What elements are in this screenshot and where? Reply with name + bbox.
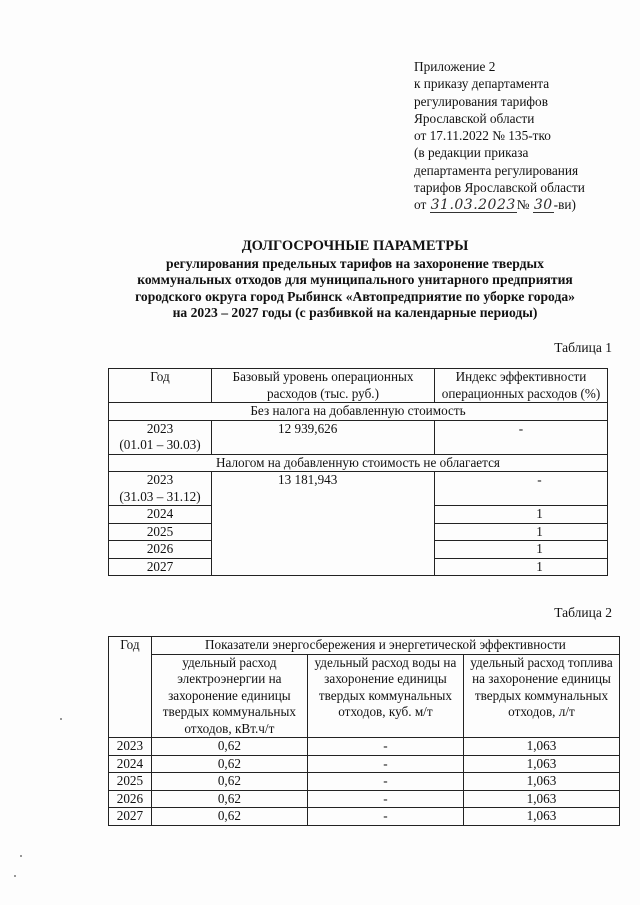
scan-speck <box>14 875 16 877</box>
water-cell: - <box>307 755 463 773</box>
handwritten-date: 31.03.2023 <box>430 197 516 214</box>
water-cell: - <box>307 738 463 756</box>
year-cell: 2024 <box>109 755 152 773</box>
table-row <box>109 755 620 773</box>
scan-speck <box>20 855 22 857</box>
year-cell: 2027 <box>109 558 212 576</box>
annex-line: Приложение 2 <box>414 59 496 74</box>
water-cell: - <box>307 773 463 791</box>
base-cell: 12 939,626 <box>212 420 435 454</box>
scan-speck <box>60 718 62 720</box>
fuel-cell: 1,063 <box>463 773 619 791</box>
year-value: 2023 <box>146 472 174 487</box>
annex-prefix: от <box>414 197 427 213</box>
base-cell: 13 181,943 <box>212 472 435 576</box>
table-row <box>109 472 608 506</box>
title-line: на 2023 – 2027 годы (с разбивкой на календарные периоды) <box>172 305 538 320</box>
period-value: (31.03 – 31.12) <box>119 488 201 504</box>
table2-subheader-row <box>109 654 620 738</box>
annex-line: от 17.11.2022 № 135-тко <box>414 128 551 144</box>
header-electricity: удельный расход электроэнергии на захоронение единицы твердых коммунальных отходов, кВт.ч/т <box>151 654 307 738</box>
header-indicators-group: Показатели энергосбережения и энергетической эффективности <box>151 637 619 655</box>
year-cell: 2025 <box>109 523 212 541</box>
header-water: удельный расход воды на захоронение единицы твердых коммунальных отходов, куб. м/т <box>307 654 463 738</box>
electricity-cell: 0,62 <box>151 773 307 791</box>
table-row <box>109 790 620 808</box>
table-row <box>109 738 620 756</box>
electricity-cell: 0,62 <box>151 738 307 756</box>
title-main: ДОЛГОСРОЧНЫЕ ПАРАМЕТРЫ <box>241 238 469 254</box>
table2-label: Таблица 2 <box>554 605 612 620</box>
year-cell: 2024 <box>109 506 212 524</box>
annex-block <box>414 58 624 214</box>
header-base-opex: Базовый уровень операционных расходов (тыс. руб.) <box>212 369 435 403</box>
section-vat-exempt: Налогом на добавленную стоимость не облагается <box>109 454 608 472</box>
fuel-cell: 1,063 <box>463 738 619 756</box>
section-row <box>109 403 608 421</box>
year-cell <box>109 472 212 506</box>
year-value: 2023 <box>146 420 174 436</box>
fuel-cell: 1,063 <box>463 808 619 826</box>
electricity-cell: 0,62 <box>151 755 307 773</box>
document-title <box>60 238 640 322</box>
period-value: (01.01 – 30.03) <box>119 437 201 452</box>
table2 <box>108 636 620 826</box>
index-cell: 1 <box>435 506 608 524</box>
header-year: Год <box>109 637 152 738</box>
annex-line: департамента регулирования <box>414 162 579 178</box>
index-cell: 1 <box>435 558 608 576</box>
table1 <box>108 368 608 576</box>
annex-line: тарифов Ярославской области <box>414 180 585 196</box>
annex-line: (в редакции приказа <box>414 145 529 161</box>
index-cell: 1 <box>435 523 608 541</box>
year-cell: 2027 <box>109 808 152 826</box>
water-cell: - <box>307 808 463 826</box>
table2-header-row <box>109 637 620 655</box>
annex-suffix: -ви) <box>553 197 576 213</box>
annex-amendment-line <box>414 196 624 213</box>
year-cell: 2026 <box>109 541 212 559</box>
title-line: регулирования предельных тарифов на захоронение твердых <box>166 255 544 271</box>
table1-label: Таблица 1 <box>554 340 612 355</box>
water-cell: - <box>307 790 463 808</box>
year-cell <box>109 420 212 454</box>
year-cell: 2026 <box>109 790 152 808</box>
table-row <box>109 420 608 454</box>
table1-header-row <box>109 369 608 403</box>
number-sign: № <box>516 197 530 213</box>
index-cell: 1 <box>435 541 608 559</box>
year-cell: 2025 <box>109 773 152 791</box>
header-efficiency-index: Индекс эффективности операционных расходов (%) <box>435 369 608 403</box>
electricity-cell: 0,62 <box>151 790 307 808</box>
section-without-vat: Без налога на добавленную стоимость <box>109 403 608 421</box>
annex-line: Ярославской области <box>414 110 535 126</box>
table-row <box>109 773 620 791</box>
title-line: городского округа город Рыбинск «Автопредприятие по уборке города» <box>135 288 575 304</box>
annex-line: регулирования тарифов <box>414 93 548 109</box>
table-row <box>109 808 620 826</box>
header-year: Год <box>109 369 212 403</box>
index-cell: - <box>435 420 608 454</box>
title-line: коммунальных отходов для муниципального унитарного предприятия <box>137 272 573 287</box>
header-fuel: удельный расход топлива на захоронение единицы твердых коммунальных отходов, л/т <box>463 654 619 738</box>
year-cell: 2023 <box>109 738 152 756</box>
annex-line: к приказу департамента <box>414 76 550 92</box>
fuel-cell: 1,063 <box>463 790 619 808</box>
section-row <box>109 454 608 472</box>
handwritten-number: 30 <box>533 197 553 214</box>
fuel-cell: 1,063 <box>463 755 619 773</box>
electricity-cell: 0,62 <box>151 808 307 826</box>
index-cell: - <box>435 472 608 506</box>
